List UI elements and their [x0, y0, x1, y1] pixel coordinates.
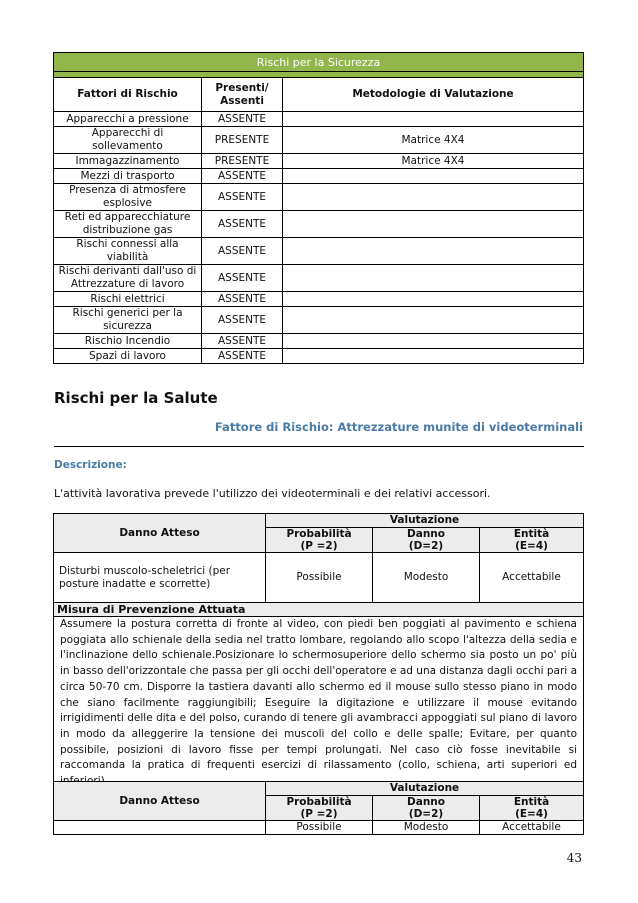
risk-method: Matrice 4X4	[283, 154, 584, 169]
danno-header: Danno Atteso	[54, 782, 266, 821]
danno-row-entita: Accettabile	[480, 821, 584, 835]
danno-row-probabilita: Possibile	[266, 821, 373, 835]
risk-factor: Presenza di atmosfere esplosive	[54, 184, 202, 211]
risk-factor: Rischi generici per la sicurezza	[54, 307, 202, 334]
descrizione-label: Descrizione:	[54, 459, 127, 471]
risk-status: ASSENTE	[202, 307, 283, 334]
danno-row-danno: Modesto	[373, 821, 480, 835]
risk-factor: Rischio Incendio	[54, 334, 202, 349]
danno-header: Danno Atteso	[54, 514, 266, 553]
entita-value: (E=4)	[480, 540, 584, 553]
probabilita-value: (P =2)	[266, 808, 373, 821]
risk-factor: Spazi di lavoro	[54, 349, 202, 364]
entita-header: Entità	[480, 528, 584, 541]
risk-factor: Rischi elettrici	[54, 292, 202, 307]
risk-status: ASSENTE	[202, 334, 283, 349]
risk-factor: Reti ed apparecchiature distribuzione gas	[54, 211, 202, 238]
risk-factor: Apparecchi a pressione	[54, 112, 202, 127]
fattore-rischio: Fattore di Rischio: Attrezzature munite di videoterminali	[214, 420, 583, 434]
misura-text: Assumere la postura corretta di fronte al video, con piedi ben poggiati al pavimento e schiena poggiata allo schienale della sedia nel tratto lombare, regolando allo scopo l'altezza della sedia e l'inclinazione dello schienale.Posizionare lo schermosuperiore dello schermo sia posto un po' più in basso dell'orizzontale che passa per gli occhi dell'operatore e ad una distanza dagli occhi pari a circa 50-70 cm. Disporre la tastiera davanti allo schermo ed il mouse sullo stesso piano in modo che siano facilmente raggiungibili; Eseguire la digitazione e utilizzare il mouse evitando irrigidimenti delle dita e del polso, curando di tenere gli avambracci appoggiati sul piano di lavoro in modo da alleggerire la tensione dei muscoli del collo e delle spalle; Evitare, per quanto possibile, posizioni di lavoro fisse per tempi prolungati. Nel caso ciò fosse inevitabile si raccomanda la pratica di frequenti esercizi di rilassamento (collo, schiena, arti superiori ed	[54, 617, 584, 791]
header-method: Metodologie di Valutazione	[283, 78, 584, 112]
table-row	[54, 349, 584, 364]
table-row	[54, 265, 584, 292]
table-row	[54, 184, 584, 211]
danno-col-header: Danno	[373, 528, 480, 541]
risk-method	[283, 238, 584, 265]
danno-row-probabilita: Possibile	[266, 553, 373, 603]
risk-status: ASSENTE	[202, 265, 283, 292]
risk-status: PRESENTE	[202, 127, 283, 154]
table-row	[54, 334, 584, 349]
page-number: 43	[566, 851, 582, 865]
table-row	[54, 154, 584, 169]
risk-method	[283, 265, 584, 292]
valutazione-header: Valutazione	[266, 782, 584, 796]
risk-factor: Mezzi di trasporto	[54, 169, 202, 184]
table-row	[54, 211, 584, 238]
danno-table-2	[53, 781, 584, 835]
entita-header: Entità	[480, 796, 584, 809]
risk-method	[283, 292, 584, 307]
risk-method	[283, 112, 584, 127]
table-row	[54, 127, 584, 154]
risk-method	[283, 349, 584, 364]
probabilita-header: Probabilità	[266, 796, 373, 809]
table-row	[54, 112, 584, 127]
risk-status: PRESENTE	[202, 154, 283, 169]
danno-table-1	[53, 513, 584, 791]
risk-method	[283, 307, 584, 334]
danno-row-danno: Modesto	[373, 553, 480, 603]
table-row	[54, 307, 584, 334]
risk-factor: Rischi derivanti dall'uso di Attrezzature di lavoro	[54, 265, 202, 292]
danno-value: (D=2)	[373, 808, 480, 821]
table-row	[54, 292, 584, 307]
table-row	[54, 238, 584, 265]
danno-value: (D=2)	[373, 540, 480, 553]
risk-method	[283, 169, 584, 184]
risk-status: ASSENTE	[202, 238, 283, 265]
entita-value: (E=4)	[480, 808, 584, 821]
misura-title: Misura di Prevenzione Attuata	[54, 603, 584, 617]
risk-factor: Immagazzinamento	[54, 154, 202, 169]
probabilita-value: (P =2)	[266, 540, 373, 553]
risk-factor: Apparecchi di sollevamento	[54, 127, 202, 154]
risk-status: ASSENTE	[202, 184, 283, 211]
risk-rows	[54, 112, 584, 364]
risk-method	[283, 184, 584, 211]
descrizione-text: L'attività lavorativa prevede l'utilizzo dei videoterminali e dei relativi accessori.	[54, 487, 491, 500]
table-row	[54, 169, 584, 184]
risk-method	[283, 334, 584, 349]
risk-status: ASSENTE	[202, 292, 283, 307]
danno-row-entita: Accettabile	[480, 553, 584, 603]
danno-row-description	[54, 821, 266, 835]
header-status: Presenti/ Assenti	[202, 78, 283, 112]
probabilita-header: Probabilità	[266, 528, 373, 541]
risk-table-title: Rischi per la Sicurezza	[54, 53, 584, 72]
risk-status: ASSENTE	[202, 211, 283, 238]
risk-method: Matrice 4X4	[283, 127, 584, 154]
risk-status: ASSENTE	[202, 349, 283, 364]
risk-status: ASSENTE	[202, 169, 283, 184]
risk-factor: Rischi connessi alla viabilità	[54, 238, 202, 265]
section-heading-salute: Rischi per la Salute	[54, 389, 218, 407]
header-factor: Fattori di Rischio	[54, 78, 202, 112]
valutazione-header: Valutazione	[266, 514, 584, 528]
risk-table	[53, 52, 584, 364]
danno-col-header: Danno	[373, 796, 480, 809]
risk-status: ASSENTE	[202, 112, 283, 127]
danno-row-description: Disturbi muscolo-scheletrici (per posture inadatte e scorrette)	[54, 553, 266, 603]
divider	[54, 446, 584, 447]
risk-method	[283, 211, 584, 238]
